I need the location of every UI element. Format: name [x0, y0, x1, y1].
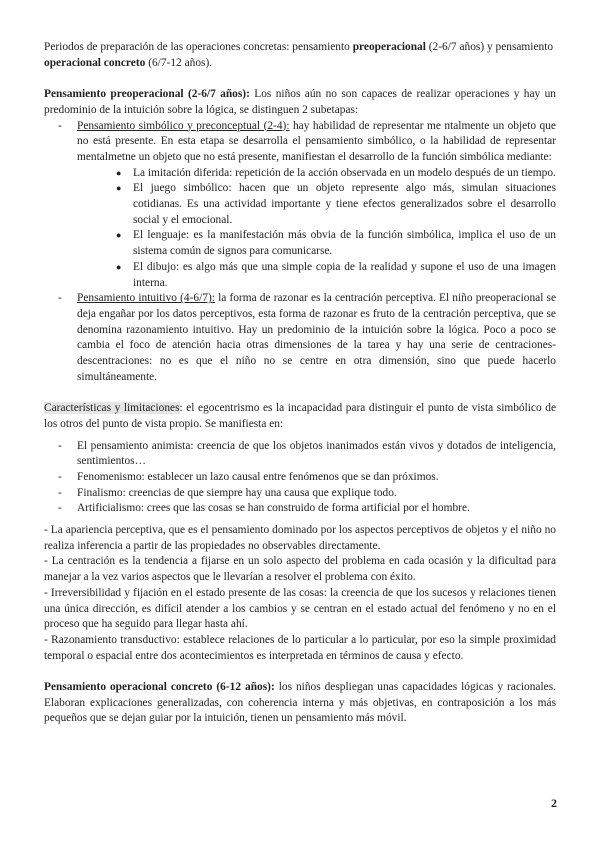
concreto-text: los niños despliegan unas capacidades lógicas y racionales. Elaboran explicaciones generalizadas, con coherencia interna y más objetivas, en contraposición a los más pequeños que se dejan guiar por la intuición, tienen un pensamiento más móvil. [44, 681, 556, 725]
preop-subetapas-list [44, 119, 556, 386]
intro-text: Periodos de preparación de las operaciones concretas: pensamiento [44, 41, 353, 53]
list-item [44, 119, 556, 292]
preop-paragraph [44, 87, 556, 118]
list-item: - Finalismo: creencias de que siempre hay una causa que explique todo. [44, 486, 556, 502]
intro-bold-preoperacional: preoperacional [352, 41, 426, 53]
list-item [44, 291, 556, 385]
list-item: - El pensamiento animista: creencia de que los objetos inanimados están vivos y dotados de inteligencia, sentimientos… [44, 439, 556, 470]
list-item: - Artificialismo: crees que las cosas se han construido de forma artificial por el hombre. [44, 501, 556, 517]
limitacion-paragraph: - Irreversibilidad y fijación en el estado presente de las cosas: la creencia de que los sucesos y relaciones tienen una única dirección, es difícil atender a los cambios y se centran en el estado actual del fenómeno y no en el proceso que ha seguido para llegar hasta ahí. [44, 586, 556, 631]
intro-bold-operacional: operacional concreto [44, 56, 146, 69]
caracteristicas-heading: Características y limitaciones [44, 402, 180, 415]
list-item: ● El juego simbólico: hacen que un objeto represente algo más, simulan situaciones cotidianas. Es una actividad importante y tiene efectos generalizados sobre el desarrollo social y el emocional. [116, 181, 556, 228]
limitacion-paragraph: - Razonamiento transductivo: establece relaciones de lo particular a lo particular, por eso la simple proximidad temporal o espacial entre dos acontecimientos es interpretada en términos de causa y efecto. [44, 633, 556, 662]
page-number: 2 [551, 796, 557, 810]
limitacion-paragraph: - La centración es la tendencia a fijarse en un solo aspecto del problema en cada ocasión y la dificultad para manejar a la vez varios aspectos que le llevarían a resolver el problema con éxito. [44, 555, 556, 584]
concreto-heading: Pensamiento operacional concreto (6-12 años): [44, 681, 275, 694]
list-item: ● La imitación diferida: repetición de la acción observada en un modelo después de un tiempo. [116, 166, 556, 182]
preop-text: Los niños aún no son capaces de realizar operaciones y hay un predominio de la intuición sobre la lógica, se distinguen 2 subetapas: [44, 88, 556, 116]
simbolico-title: Pensamiento simbólico y preconceptual (2-4): [77, 119, 290, 132]
intro-paragraph [44, 40, 556, 71]
intuitivo-title: Pensamiento intuitivo (4-6/7): [77, 292, 215, 305]
preop-heading: Pensamiento preoperacional (2-6/7 años): [44, 88, 250, 101]
simbolico-text: hay habilidad de representar me ntalmente un objeto que no está presente. En esta etapa se desarrolla el pensamiento simbólico, o la habilidad de representar mentalmetne un objeto que no está presente, manifiestan el desarrollo de la función simbólica mediante: [77, 119, 556, 163]
egocentrismo-list [44, 439, 556, 518]
caracteristicas-text: : el egocentrismo es la incapacidad para distinguir el punto de vista simbólico de los otros del punto de vista propio. Se manifiesta en: [44, 402, 556, 430]
list-item: - Fenomenismo: establecer un lazo causal entre fenómenos que se dan próximos. [44, 470, 556, 486]
list-item: ● El dibujo: es algo más que una simple copia de la realidad y supone el uso de una imagen interna. [116, 260, 556, 291]
limitacion-paragraph: - La apariencia perceptiva, que es el pensamiento dominado por los aspectos perceptivos de objetos y el niño no realiza inferencia a partir de las propiedades no observables directamente. [44, 524, 556, 552]
concreto-paragraph [44, 680, 556, 727]
simbolico-bullets [77, 166, 556, 292]
intro-text: (6/7-12 años). [145, 56, 213, 69]
document-page [44, 40, 556, 727]
intuitivo-text: la forma de razonar es la centración perceptiva. El niño preoperacional se deja engañar por los datos perceptivos, esta forma de razonar es fruto de la centración perceptiva, que se denomina razonamiento intuitivo. Hay un predominio de la intuición sobre la lógica. Poco a poco se cambia el foco de atención hacia otras dimensiones de la tarea y hay una serie de centraciones-descentraciones: no es que el niño no se centre en otra dimensión, sino que puede hacerlo simultáneamente. [77, 292, 557, 383]
intro-text: (2-6/7 años) y pensamiento [425, 41, 554, 53]
list-item: ● El lenguaje: es la manifestación más obvia de la función simbólica, implica el uso de un sistema común de signos para comunicarse. [116, 228, 556, 259]
caracteristicas-paragraph [44, 401, 556, 432]
